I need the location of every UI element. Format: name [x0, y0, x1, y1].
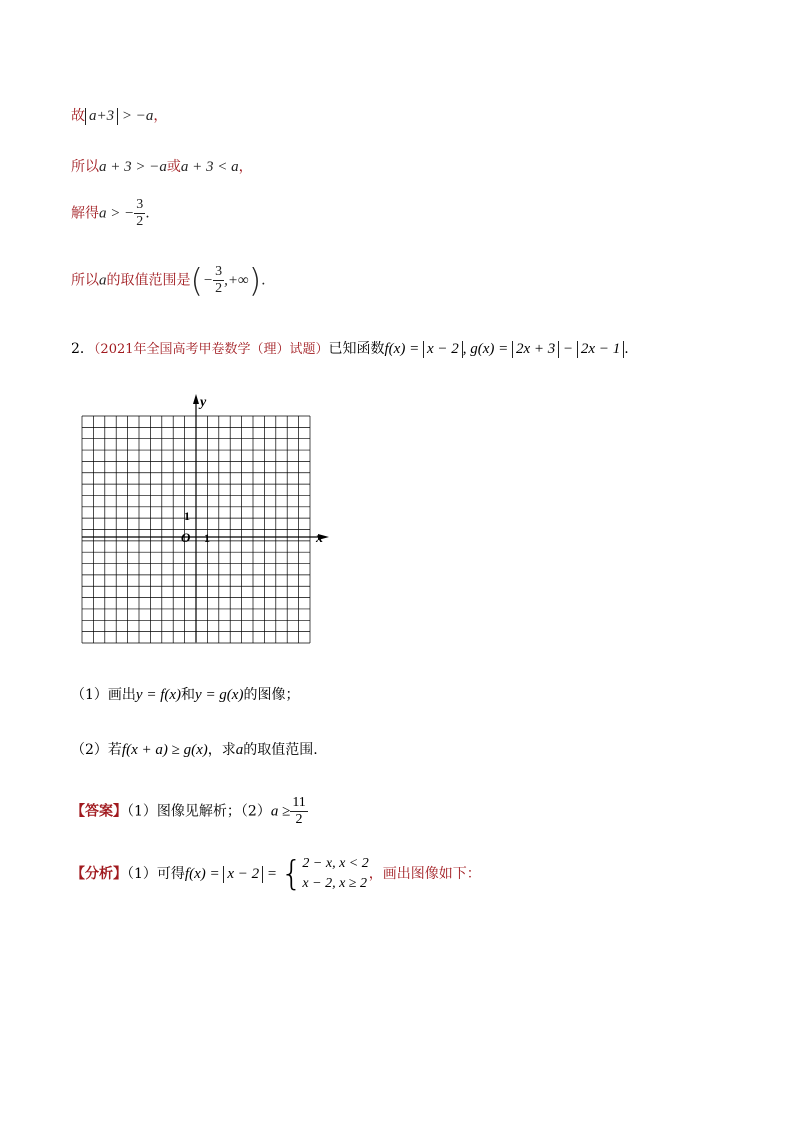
text: 所以	[71, 272, 99, 289]
absolute-value: x − 2	[223, 866, 263, 883]
inequality: > −a	[118, 108, 154, 124]
problem-source: （2021年全国高考甲卷数学（理）试题）	[93, 342, 329, 357]
case-2: x − 2, x ≥ 2	[302, 876, 367, 891]
analysis	[71, 854, 481, 894]
text: ，求	[207, 742, 236, 758]
inequality-1: a + 3 > −a	[99, 159, 167, 175]
question-1	[71, 685, 299, 705]
answer-inequality: a ≥	[270, 803, 291, 820]
problem-2	[71, 339, 629, 360]
denominator: 2	[136, 214, 144, 229]
problem-number: 2．	[71, 341, 94, 357]
denominator: 2	[215, 281, 223, 296]
text: 和	[181, 687, 196, 703]
f-function: f(x) =	[184, 866, 224, 882]
left-brace-icon: {	[280, 854, 303, 894]
analysis-suffix: ，画出图像如下：	[368, 866, 481, 882]
solution-line-4	[71, 261, 266, 300]
interval-end: ,+∞	[224, 272, 249, 289]
text: 故	[71, 108, 85, 124]
y-tick-label: 1	[184, 509, 190, 523]
f-definition: f(x) =	[384, 341, 423, 357]
answer-tag: 【答案】	[71, 803, 127, 820]
x-tick-label: 1	[204, 531, 210, 545]
punctuation: .	[624, 341, 629, 357]
punctuation: .	[145, 205, 150, 222]
origin-label: O	[181, 530, 191, 545]
y-axis-arrow-icon	[193, 394, 199, 404]
f-absolute-value: x − 2	[423, 341, 463, 358]
expression-1: y = f(x)	[135, 687, 182, 703]
analysis-tag: 【分析】	[71, 866, 127, 882]
g-absolute-value-2: 2x − 1	[577, 341, 624, 358]
minus-sign: −	[202, 272, 214, 289]
inequality: a > −	[99, 205, 135, 222]
y-axis-label: y	[200, 395, 207, 410]
text: 若	[107, 742, 122, 758]
answer-text: （1）图像见解析；（2）	[127, 803, 271, 820]
question-number: （2）	[71, 742, 108, 758]
variable: a	[99, 272, 107, 289]
right-paren: )	[248, 261, 262, 300]
inequality: f(x + a) ≥ g(x)	[121, 742, 208, 758]
text: 的图像；	[243, 687, 300, 703]
solution-line-2	[71, 157, 253, 177]
numerator: 3	[136, 197, 144, 212]
numerator: 3	[215, 264, 223, 279]
coordinate-grid	[78, 392, 338, 652]
answer	[71, 795, 308, 828]
equals-sign: =	[263, 866, 281, 882]
inequality-2: a + 3 < a	[180, 159, 239, 175]
absolute-value: a+3	[85, 108, 118, 125]
case-1: 2 − x, x < 2	[302, 856, 369, 871]
g-absolute-value-1: 2x + 3	[512, 341, 559, 358]
punctuation: .	[261, 272, 266, 289]
variable: a	[235, 742, 244, 758]
problem-stem: 已知函数	[328, 341, 385, 357]
text: 解得	[71, 205, 99, 222]
punctuation: ，	[153, 108, 168, 124]
question-number: （1）	[71, 687, 108, 703]
numerator: 11	[292, 795, 306, 810]
solution-line-3	[71, 197, 150, 230]
fraction	[134, 197, 145, 230]
left-paren: (	[190, 261, 203, 300]
minus-sign: −	[559, 341, 577, 357]
x-axis-label: x	[316, 531, 323, 546]
g-definition: , g(x) =	[462, 341, 513, 357]
text: 所以	[71, 159, 99, 175]
text: 的取值范围是	[106, 272, 191, 289]
piecewise-cases	[302, 854, 368, 894]
punctuation: ，	[238, 159, 253, 175]
question-2	[71, 740, 318, 760]
analysis-text: （1）可得	[127, 866, 185, 882]
answer-fraction	[290, 795, 307, 828]
text-or: 或	[166, 159, 181, 175]
text: 的取值范围.	[243, 742, 318, 758]
fraction	[213, 264, 224, 297]
expression-2: y = g(x)	[195, 687, 244, 703]
text: 画出	[107, 687, 136, 703]
solution-line-1	[71, 106, 167, 126]
denominator: 2	[295, 812, 303, 827]
